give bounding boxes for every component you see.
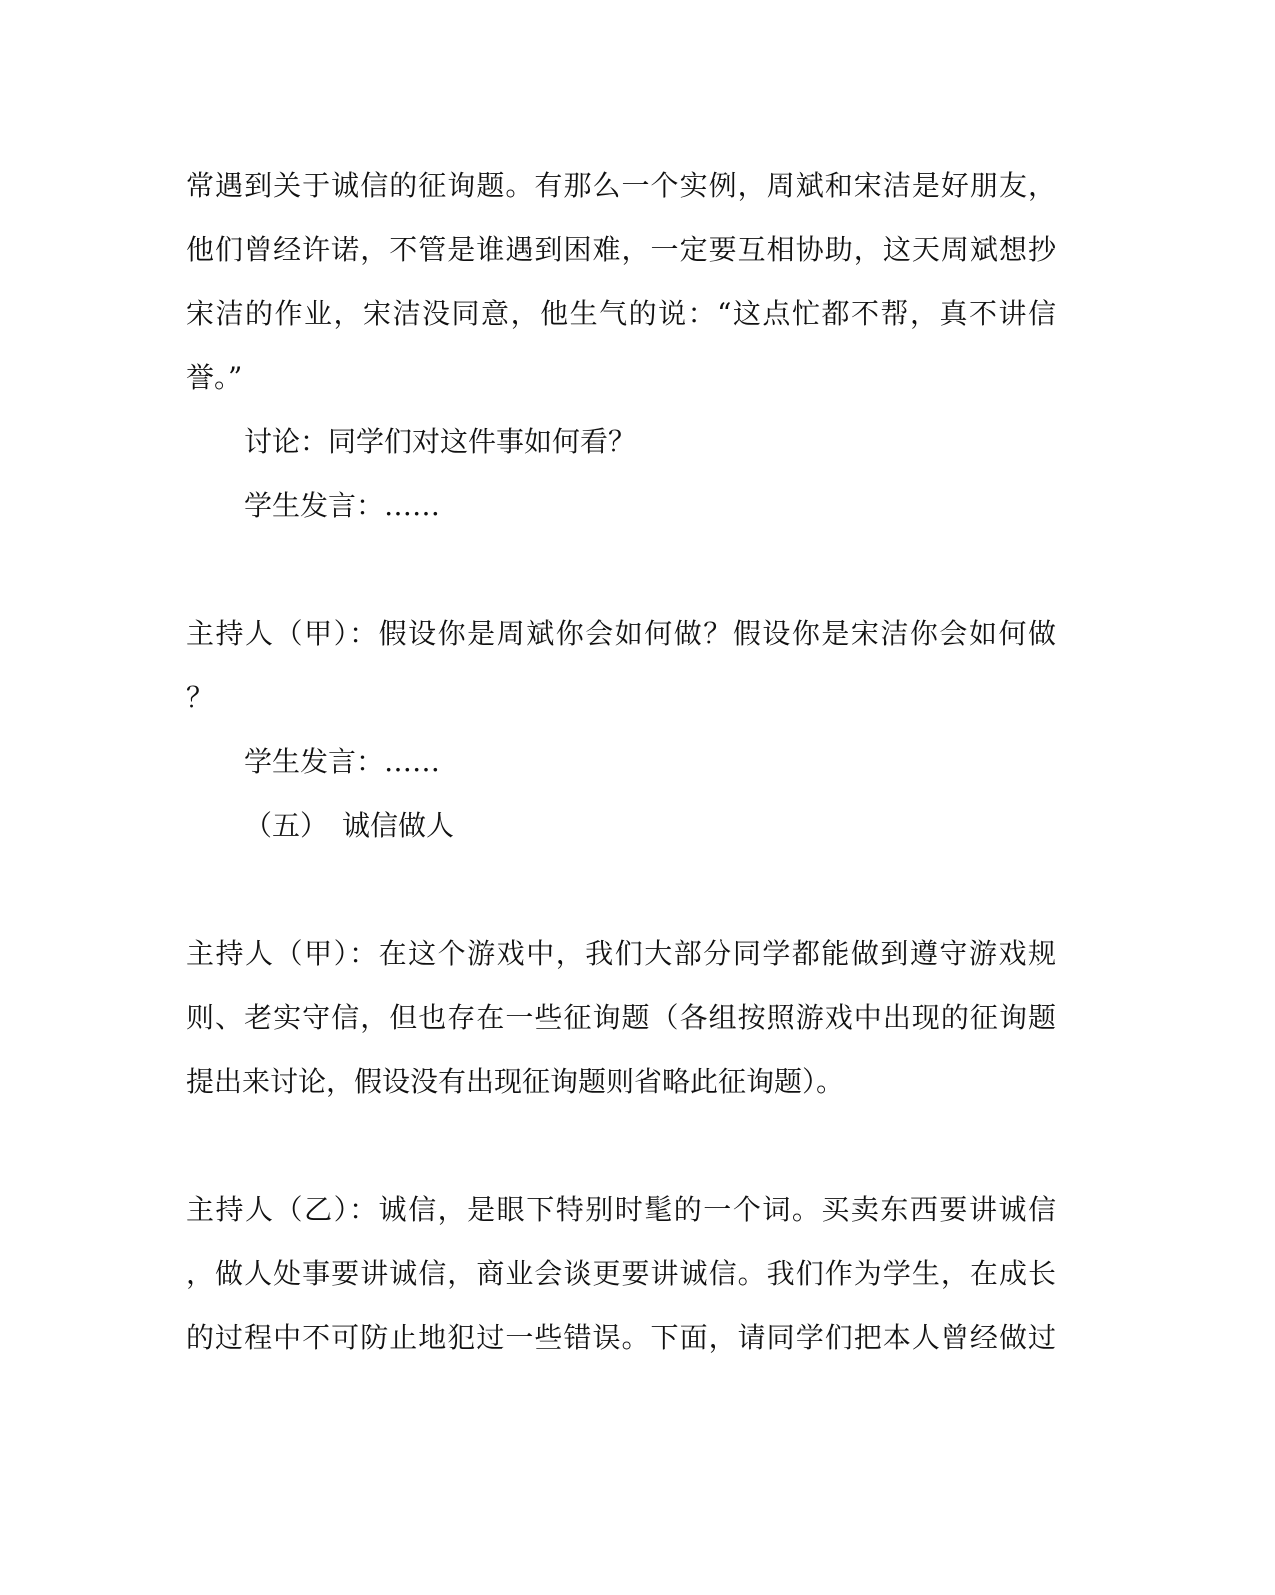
paragraph-line: 他们曾经许诺，不管是谁遇到困难，一定要互相协助，这天周斌想抄 [186, 233, 1056, 266]
section-heading: （五） 诚信做人 [244, 809, 455, 842]
paragraph-line: 提出来讨论，假设没有出现征询题则省略此征询题）。 [186, 1065, 845, 1098]
host-line: 主持人（乙）：诚信，是眼下特别时髦的一个词。买卖东西要讲诚信 [186, 1193, 1056, 1226]
paragraph-line: 常遇到关于诚信的征询题。有那么一个实例，周斌和宋洁是好朋友， [186, 169, 1056, 202]
paragraph-line: 宋洁的作业，宋洁没同意，他生气的说：“这点忙都不帮，真不讲信 [186, 297, 1056, 330]
student-speech-line: 学生发言：…… [244, 745, 441, 778]
student-speech-line: 学生发言：…… [244, 489, 441, 522]
paragraph-line: 誉。” [186, 361, 243, 394]
paragraph-line: 则、老实守信，但也存在一些征询题（各组按照游戏中出现的征询题 [186, 1001, 1056, 1034]
paragraph-line: ？ [186, 681, 215, 714]
host-line: 主持人（甲）：在这个游戏中，我们大部分同学都能做到遵守游戏规 [186, 937, 1056, 970]
discussion-line: 讨论：同学们对这件事如何看？ [244, 425, 637, 458]
paragraph-line: 的过程中不可防止地犯过一些错误。下面，请同学们把本人曾经做过 [186, 1321, 1056, 1354]
host-line: 主持人（甲）：假设你是周斌你会如何做？假设你是宋洁你会如何做 [186, 617, 1056, 650]
paragraph-line: ，做人处事要讲诚信，商业会谈更要讲诚信。我们作为学生，在成长 [186, 1257, 1056, 1290]
